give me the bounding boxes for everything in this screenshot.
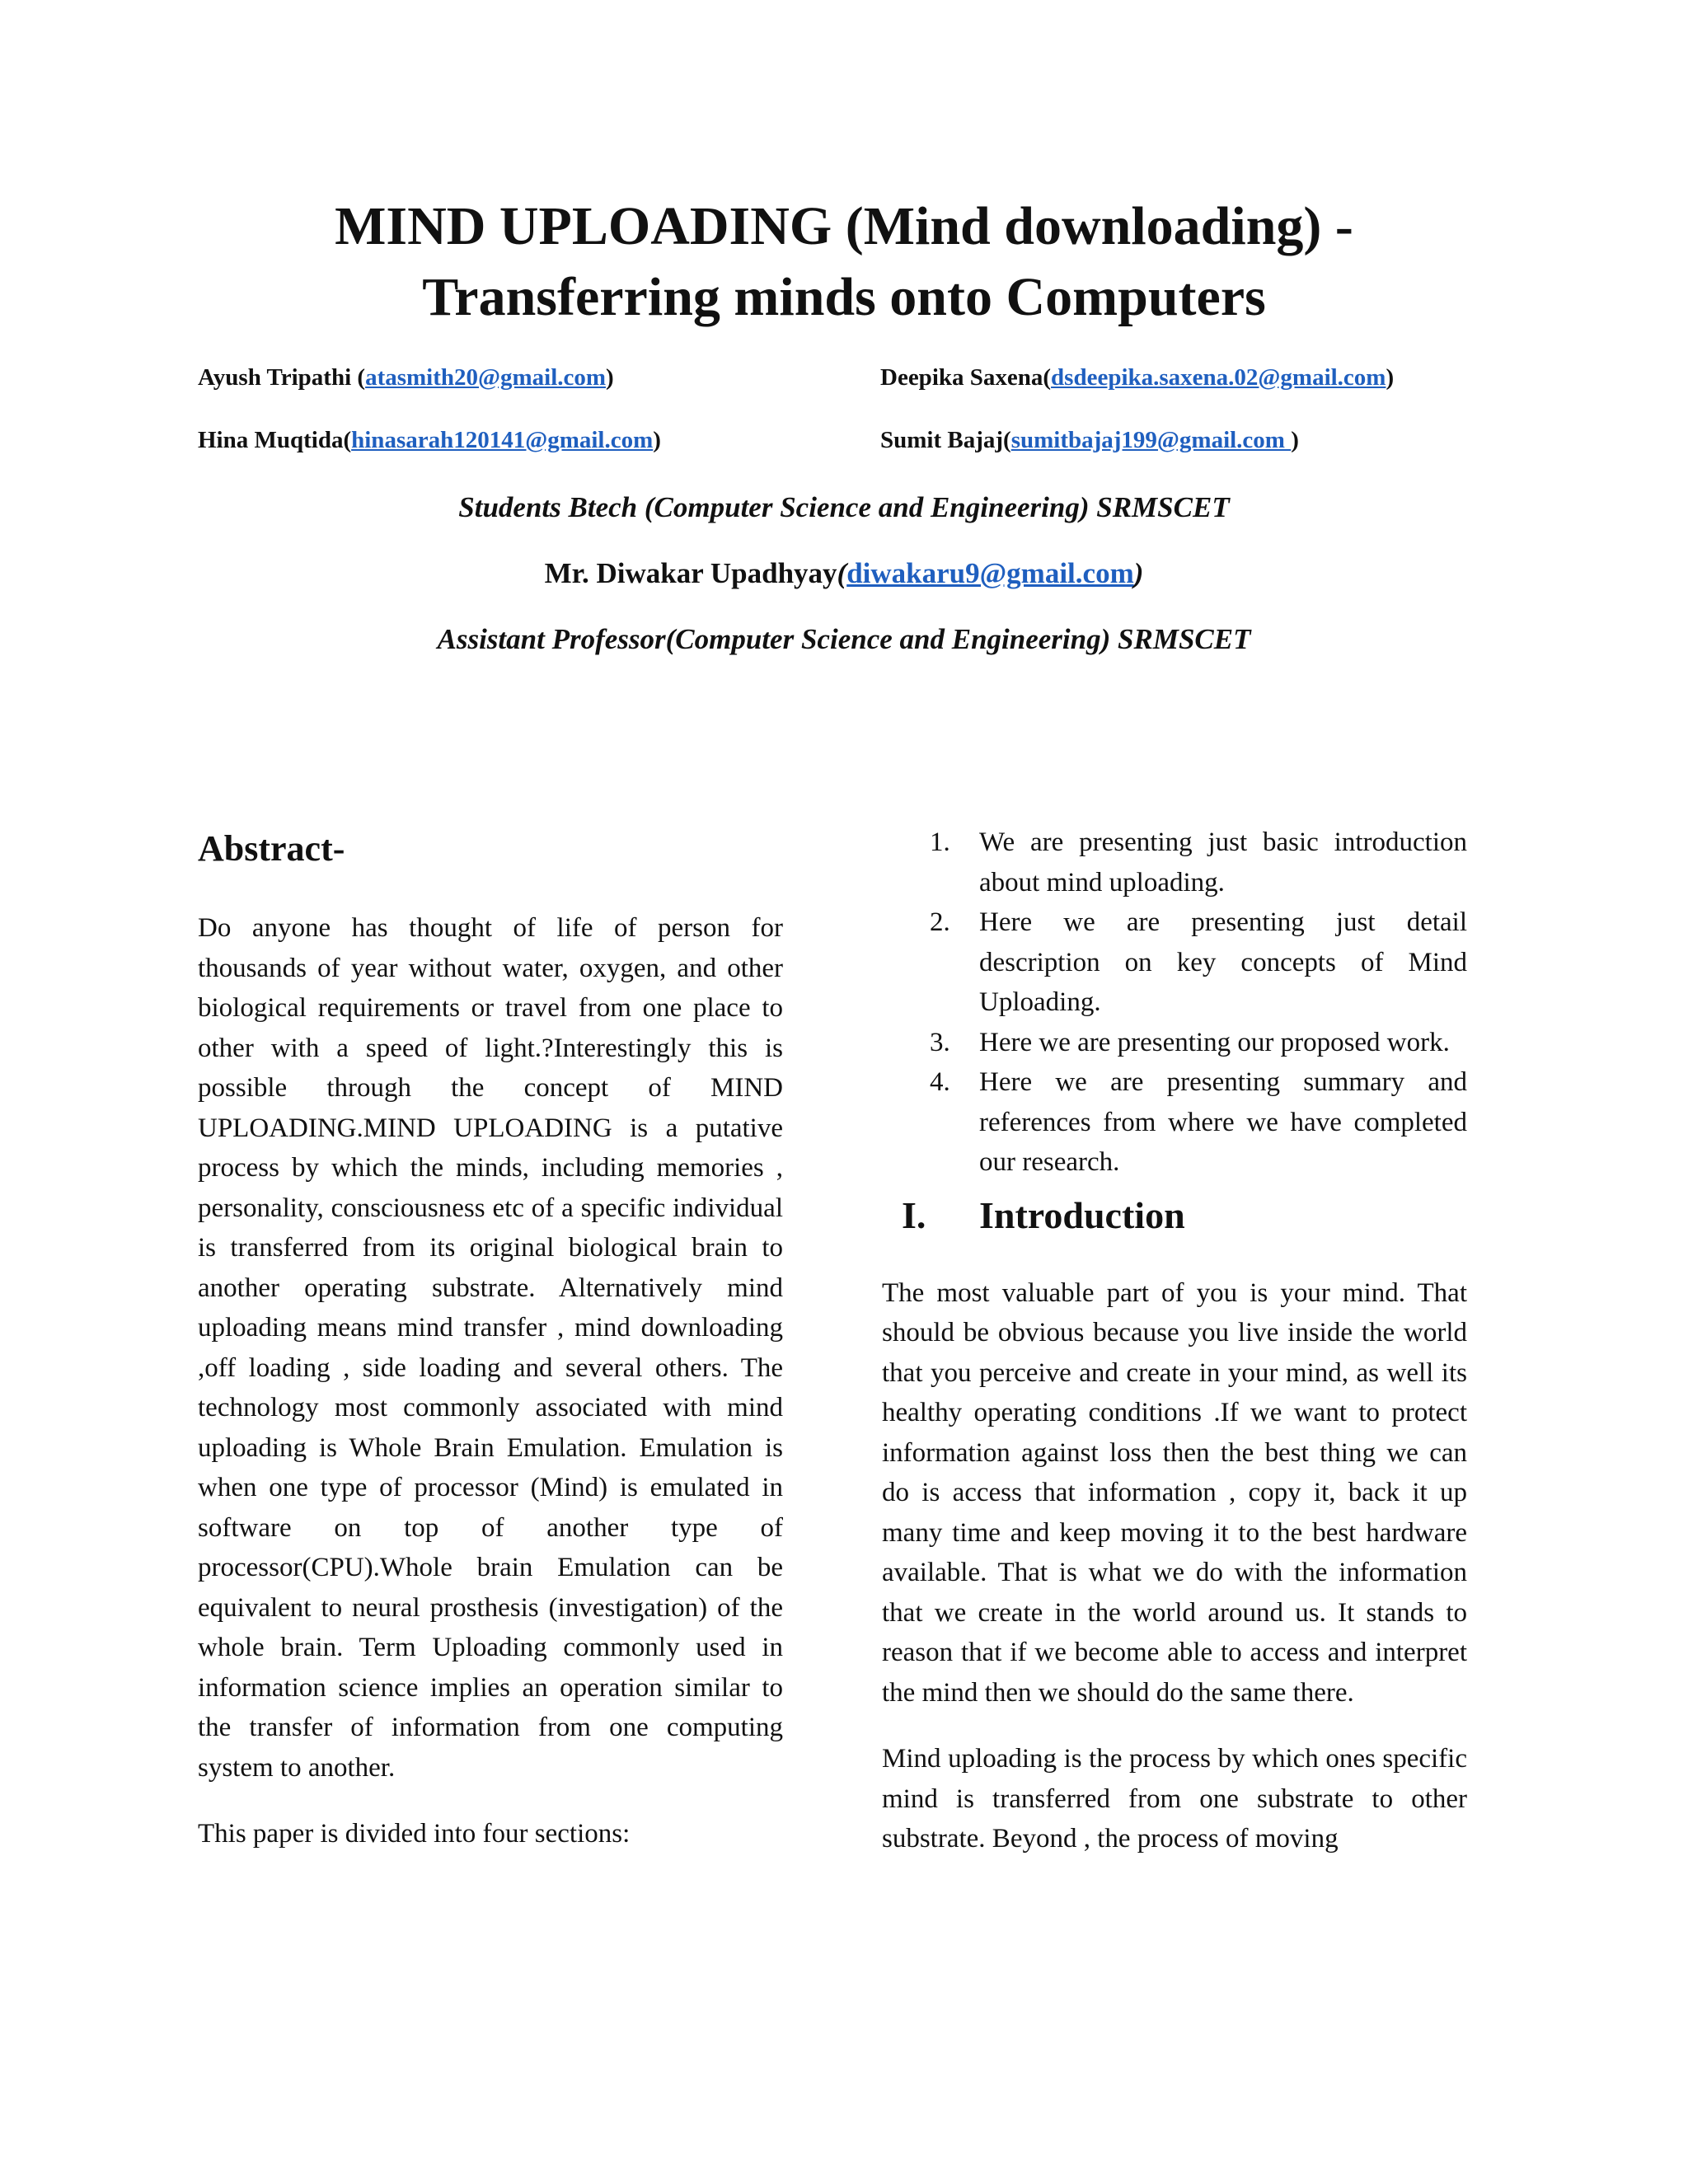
author-email-link[interactable]: dsdeepika.saxena.02@gmail.com bbox=[1051, 364, 1386, 391]
professor-affiliation: Assistant Professor(Computer Science and Engineering) SRMSCET bbox=[437, 623, 1251, 655]
left-column bbox=[198, 824, 783, 1854]
professor-line: Mr. Diwakar Upadhyay(diwakaru9@gmail.com) bbox=[544, 557, 1144, 589]
author-entry: Sumit Bajaj(sumitbajaj199@gmail.com ) bbox=[880, 427, 1299, 453]
professor-email-link[interactable]: diwakaru9@gmail.com bbox=[846, 557, 1134, 589]
section-number: I. bbox=[902, 1193, 926, 1236]
author-email-link[interactable]: atasmith20@gmail.com bbox=[365, 364, 607, 391]
author-name: Hina Muqtida( bbox=[198, 427, 352, 453]
introduction-heading bbox=[882, 1191, 1467, 1240]
author-entry: Ayush Tripathi (atasmith20@gmail.com) bbox=[198, 364, 614, 391]
list-item: 1. We are presenting just basic introduction about mind uploading. bbox=[930, 827, 1467, 898]
author-name: Deepika Saxena( bbox=[880, 364, 1052, 391]
introduction-paragraph-2: Mind uploading is the process by which ones specific mind is transferred from one substrate to other substrate. Beyond , the process of moving bbox=[882, 1744, 1467, 1854]
author-email-link[interactable]: hinasarah120141@gmail.com bbox=[351, 427, 654, 453]
student-affiliation: Students Btech (Computer Science and Engineering) SRMSCET bbox=[458, 491, 1230, 523]
sections-intro: This paper is divided into four sections: bbox=[198, 1819, 631, 1849]
author-name: Sumit Bajaj( bbox=[880, 427, 1011, 453]
paper-title bbox=[165, 191, 1523, 333]
author-email-link[interactable]: sumitbajaj199@gmail.com bbox=[1010, 427, 1292, 453]
abstract-heading: Abstract- bbox=[198, 828, 345, 869]
right-column bbox=[882, 823, 1467, 1859]
title-line-2: Transferring minds onto Computers bbox=[422, 267, 1266, 327]
introduction-paragraph-1: The most valuable part of you is your mind. That should be obvious because you live inside the world that you perceive and create in your mind, as well its healthy operating conditions .If we want to protect information against loss then the best thing we can do is access that information , copy it, back it up many time and keep moving it to the best hardware available. That is what we do with the information that we create in the world around us. It stands to reason that if we become able to access and interpret the mind then we should do the same there. bbox=[882, 1277, 1467, 1708]
sections-list bbox=[882, 823, 1467, 1183]
author-entry: Deepika Saxena(dsdeepika.saxena.02@gmail.com) bbox=[880, 364, 1395, 391]
list-item: 3. Here we are presenting our proposed work. bbox=[930, 1027, 1450, 1057]
list-item: 2. Here we are presenting just detail description on key concepts of Mind Uploading. bbox=[930, 907, 1467, 1017]
author-entry: Hina Muqtida(hinasarah120141@gmail.com) bbox=[198, 427, 661, 453]
author-name: Ayush Tripathi ( bbox=[198, 364, 366, 391]
list-item: 4. Here we are presenting summary and references from where we have completed our research. bbox=[930, 1067, 1467, 1177]
abstract-body: Do anyone has thought of life of person for thousands of year without water, oxygen, and other biological requirements or travel from one place to other with a speed of light.?Interestingly this is possible through the concept of MIND UPLOADING.MIND UPLOADING is a putative process by which the minds, including memories , personality, consciousness etc of a specific individual is transferred from its original biological brain to another operating substrate. Alternatively mind uploading means mind transfer , mind downloading ,off loading , side loading and several others. The technology most commonly associated with mind uploading is Whole Brain Emulation. Emulation is when one type of processor (Mind) is emulated in software on top of another type of processor(CPU).Whole brain Emulation can be equivalent to neural prosthesis (investigation) of the whole brain. Term Uploading commonly used in information science implies an operation similar to the transfer of information from one computing system to another. bbox=[198, 913, 783, 1783]
section-title: Introduction bbox=[979, 1193, 1185, 1236]
professor-name: Mr. Diwakar Upadhyay bbox=[544, 557, 837, 589]
title-line-1: MIND UPLOADING (Mind downloading) - bbox=[335, 196, 1353, 256]
